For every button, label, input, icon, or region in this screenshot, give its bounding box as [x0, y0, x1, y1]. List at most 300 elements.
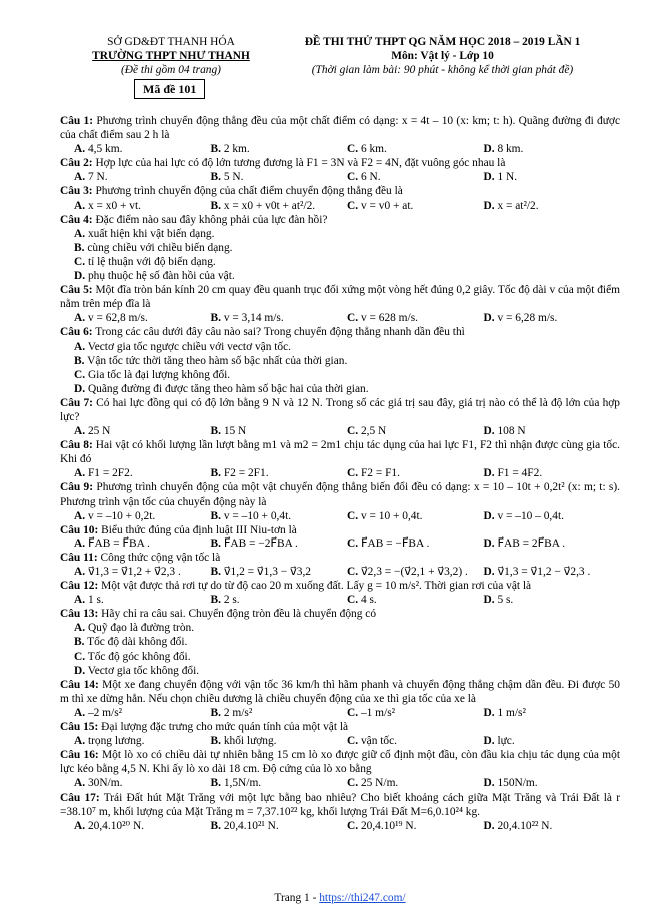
- option-text: Tốc độ góc không đổi.: [87, 650, 191, 663]
- option-text: 1 N.: [497, 171, 518, 184]
- answer-option[interactable]: [347, 819, 484, 833]
- question-number: Câu 9:: [60, 481, 94, 494]
- answer-option[interactable]: [74, 537, 211, 551]
- option-text: 1 m/s²: [497, 706, 526, 719]
- option-letter: A.: [74, 566, 86, 578]
- question-text: Công thức cộng vận tốc là: [100, 551, 221, 564]
- option-text: khối lượng.: [223, 735, 277, 748]
- answer-option[interactable]: [211, 776, 348, 790]
- question-3: [60, 184, 620, 212]
- option-text: Tốc độ dài không đổi.: [87, 636, 188, 649]
- question-stem: [60, 114, 620, 142]
- option-letter: D.: [483, 735, 495, 748]
- option-letter: B.: [210, 566, 221, 578]
- answer-options: [60, 199, 620, 213]
- option-text: 6 N.: [360, 171, 381, 184]
- answer-option[interactable]: [211, 170, 348, 184]
- answer-option[interactable]: [74, 593, 211, 607]
- option-text: 20,4.10²² N.: [497, 819, 553, 832]
- option-letter: A.: [74, 340, 86, 353]
- option-letter: D.: [483, 537, 495, 550]
- option-letter: C.: [347, 425, 359, 438]
- question-number: Câu 12:: [60, 580, 99, 593]
- answer-option[interactable]: [347, 593, 484, 607]
- option-letter: B.: [210, 594, 221, 607]
- time-note: (Thời gian làm bài: 90 phút - không kể thời gian phát đề): [311, 64, 574, 76]
- question-13: [60, 607, 620, 677]
- option-text: tỉ lệ thuận với độ biến dạng.: [87, 255, 216, 268]
- question-15: [60, 720, 620, 748]
- option-letter: A.: [74, 819, 86, 832]
- answer-option[interactable]: [74, 819, 211, 833]
- option-text: Vectơ gia tốc ngược chiều với vectơ vận tốc.: [87, 340, 292, 353]
- question-6: [60, 325, 620, 395]
- pages-note: (Đề thi gồm 04 trang): [121, 64, 221, 76]
- option-text: Quãng đường đi được tăng theo hàm số bậc hai của thời gian.: [87, 382, 369, 395]
- option-text: cùng chiều với chiều biến dạng.: [87, 241, 233, 254]
- answer-option[interactable]: [211, 509, 348, 523]
- question-list: [60, 114, 620, 833]
- option-text: x = x0 + vt.: [87, 199, 141, 212]
- answer-option[interactable]: [347, 199, 484, 213]
- answer-option[interactable]: [347, 565, 484, 579]
- answer-option[interactable]: [484, 565, 621, 579]
- question-stem: [60, 156, 620, 170]
- option-letter: D.: [483, 143, 495, 156]
- question-stem: [60, 579, 620, 593]
- answer-option[interactable]: [74, 664, 354, 678]
- answer-option[interactable]: [74, 635, 354, 649]
- question-stem: [60, 720, 620, 734]
- option-text: 25 N: [87, 425, 111, 438]
- option-letter: C.: [347, 509, 359, 522]
- answer-option[interactable]: [484, 466, 621, 480]
- answer-options: [60, 819, 620, 833]
- answer-options: [60, 466, 620, 480]
- answer-option[interactable]: [347, 734, 484, 748]
- option-letter: D.: [74, 664, 86, 677]
- answer-option[interactable]: [74, 368, 620, 382]
- option-letter: B.: [74, 636, 85, 649]
- answer-option[interactable]: [74, 466, 211, 480]
- option-text: 15 N: [223, 425, 247, 438]
- question-text: Phương trình chuyển động của chất điểm chuyển động thẳng đều là: [95, 185, 403, 198]
- question-text: Một xe đang chuyển động với vận tốc 36 km/h thì hãm phanh và chuyển động thẳng chậm dần đều. Đi được 50 m thì xe dừng hẳn. Nếu chọn chiều dương là chiều chuyển động của xe thì gia tốc của xe là: [60, 678, 620, 705]
- option-text: v = 628 m/s.: [360, 312, 418, 325]
- option-text: x = at²/2.: [497, 199, 539, 212]
- option-text: 2 s.: [223, 594, 240, 607]
- option-text: 20,4.10²⁰ N.: [87, 819, 145, 832]
- question-stem: [60, 551, 620, 565]
- answer-option[interactable]: [74, 269, 354, 283]
- option-letter: C.: [347, 819, 359, 832]
- question-text: Một lò xo có chiều dài tự nhiên bằng 15 cm lò xo được giữ cố định một đầu, còn đầu kia chịu tác dụng của một lực kéo bằng 4,5 N. Khi ấy lò xo dài 18 cm. Độ cứng của lò xo bằng: [60, 749, 620, 776]
- option-text: F⃗AB = −F⃗BA .: [360, 537, 430, 550]
- question-7: [60, 396, 620, 438]
- answer-option[interactable]: [211, 706, 348, 720]
- exam-header: [60, 35, 620, 105]
- answer-option[interactable]: [211, 199, 348, 213]
- answer-options: [60, 340, 620, 396]
- question-10: [60, 523, 620, 551]
- answer-options: [60, 170, 620, 184]
- answer-option[interactable]: [211, 734, 348, 748]
- question-11: [60, 551, 620, 579]
- option-text: 5 s.: [497, 594, 514, 607]
- answer-option[interactable]: [484, 509, 621, 523]
- answer-option[interactable]: [74, 170, 211, 184]
- answer-option[interactable]: [74, 227, 354, 241]
- option-letter: A.: [74, 594, 86, 607]
- answer-options: [60, 424, 620, 438]
- question-text: Đại lượng đặc trưng cho mức quán tính của một vật là: [101, 721, 349, 734]
- option-text: trọng lương.: [87, 735, 145, 748]
- question-number: Câu 16:: [60, 749, 99, 762]
- option-text: Vận tốc tức thời tăng theo hàm số bậc nhất của thời gian.: [87, 354, 348, 367]
- answer-option[interactable]: [211, 466, 348, 480]
- option-letter: C.: [347, 143, 359, 156]
- option-letter: A.: [74, 735, 86, 748]
- option-text: v = –10 + 0,4t.: [223, 509, 292, 522]
- answer-option[interactable]: [347, 142, 484, 156]
- option-text: xuất hiện khi vật biến dạng.: [87, 227, 215, 240]
- answer-option[interactable]: [74, 241, 354, 255]
- option-letter: A.: [74, 143, 86, 156]
- answer-option[interactable]: [347, 170, 484, 184]
- answer-option[interactable]: [347, 509, 484, 523]
- question-5: [60, 283, 620, 325]
- answer-option[interactable]: [211, 537, 348, 551]
- option-text: v⃗1,3 = v⃗1,2 + v⃗2,3 .: [87, 566, 181, 578]
- question-1: [60, 114, 620, 156]
- question-14: [60, 678, 620, 720]
- answer-option[interactable]: [211, 424, 348, 438]
- question-number: Câu 14:: [60, 678, 99, 691]
- question-stem: [60, 748, 620, 776]
- option-letter: B.: [210, 735, 221, 748]
- option-letter: A.: [74, 706, 86, 719]
- answer-option[interactable]: [211, 311, 348, 325]
- option-letter: D.: [483, 777, 495, 790]
- option-letter: A.: [74, 227, 86, 240]
- question-number: Câu 4:: [60, 213, 93, 226]
- option-text: phụ thuộc hệ số đàn hồi của vật.: [87, 270, 235, 283]
- option-letter: C.: [347, 467, 359, 480]
- option-letter: D.: [483, 425, 495, 438]
- option-text: v = 62,8 m/s.: [87, 312, 148, 325]
- answer-option[interactable]: [74, 382, 620, 396]
- option-letter: C.: [347, 594, 359, 607]
- answer-option[interactable]: [74, 199, 211, 213]
- answer-option[interactable]: [347, 311, 484, 325]
- answer-option[interactable]: [484, 819, 621, 833]
- answer-option[interactable]: [484, 170, 621, 184]
- question-number: Câu 3:: [60, 185, 93, 198]
- option-text: lực.: [497, 735, 515, 748]
- option-letter: C.: [74, 650, 86, 663]
- option-letter: B.: [210, 171, 221, 184]
- option-letter: C.: [74, 255, 86, 268]
- school-name: TRƯỜNG THPT NHƯ THANH: [92, 50, 250, 62]
- question-stem: [60, 213, 620, 227]
- option-text: v⃗1,3 = v⃗1,2 − v⃗2,3 .: [497, 566, 591, 578]
- option-text: vận tốc.: [360, 735, 397, 748]
- option-text: 6 km.: [360, 143, 387, 156]
- answer-options: [60, 142, 620, 156]
- answer-option[interactable]: [347, 537, 484, 551]
- option-letter: B.: [210, 312, 221, 325]
- question-number: Câu 15:: [60, 721, 99, 734]
- answer-option[interactable]: [484, 593, 621, 607]
- option-text: v = 6,28 m/s.: [497, 312, 558, 325]
- question-stem: [60, 396, 620, 424]
- option-letter: D.: [483, 706, 495, 719]
- question-stem: [60, 438, 620, 466]
- question-number: Câu 17:: [60, 791, 100, 804]
- source-link[interactable]: https://thi247.com/: [319, 892, 406, 904]
- option-letter: B.: [210, 143, 221, 156]
- option-letter: C.: [347, 171, 359, 184]
- department-name: SỞ GD&ĐT THANH HÓA: [107, 36, 235, 48]
- answer-options: [60, 621, 620, 677]
- answer-option[interactable]: [74, 340, 620, 354]
- option-letter: B.: [210, 199, 221, 212]
- option-text: 5 N.: [223, 171, 244, 184]
- option-text: 2 km.: [223, 143, 250, 156]
- option-text: Gia tốc là đại lượng không đổi.: [87, 368, 231, 381]
- answer-option[interactable]: [484, 311, 621, 325]
- question-text: Hai vật có khối lượng lần lượt bằng m1 và m2 = 2m1 chịu tác dụng của hai lực F1, F2 thì nhận được cùng gia tốc. Khi đó: [60, 439, 620, 466]
- option-text: Vectơ gia tốc không đổi.: [87, 664, 200, 677]
- answer-option[interactable]: [74, 776, 211, 790]
- option-text: v = –10 – 0,4t.: [497, 509, 564, 522]
- option-letter: D.: [483, 509, 495, 522]
- answer-option[interactable]: [74, 734, 211, 748]
- option-letter: C.: [347, 735, 359, 748]
- option-letter: B.: [74, 354, 85, 367]
- question-number: Câu 6:: [60, 326, 93, 339]
- question-text: Hãy chỉ ra câu sai. Chuyển động tròn đều là chuyển động có: [101, 608, 377, 621]
- option-letter: A.: [74, 537, 86, 550]
- option-letter: A.: [74, 312, 86, 325]
- option-text: F⃗AB = −2F⃗BA .: [223, 537, 298, 550]
- option-text: 150N/m.: [497, 777, 538, 790]
- option-letter: A.: [74, 509, 86, 522]
- header-left: [66, 35, 276, 77]
- option-letter: A.: [74, 777, 86, 790]
- question-number: Câu 5:: [60, 284, 93, 297]
- answer-option[interactable]: [74, 650, 354, 664]
- option-text: 108 N: [497, 425, 526, 438]
- answer-options: [60, 706, 620, 720]
- answer-option[interactable]: [211, 593, 348, 607]
- question-text: Một đĩa tròn bán kính 20 cm quay đều quanh trục đối xứng một vòng hết đúng 0,2 giây. Tốc độ dài v của một điểm nằm trên mép đĩa là: [60, 284, 620, 311]
- answer-option[interactable]: [484, 537, 621, 551]
- option-letter: D.: [483, 171, 495, 184]
- option-text: –2 m/s²: [87, 706, 123, 719]
- answer-option[interactable]: [74, 354, 620, 368]
- option-letter: B.: [210, 819, 221, 832]
- question-stem: [60, 523, 620, 537]
- option-text: 4,5 km.: [87, 143, 123, 156]
- option-text: 4 s.: [360, 594, 377, 607]
- option-text: v⃗1,2 = v⃗1,3 − v⃗3,2: [223, 566, 311, 578]
- answer-option[interactable]: [211, 819, 348, 833]
- option-text: 7 N.: [87, 171, 108, 184]
- question-text: Phương trình chuyển động của một vật chuyển động thẳng biến đổi đều có dạng: x = 10 – 10t + 0,2t² (x: m; t: s). Phương trình vận tốc của chuyển động này là: [60, 481, 620, 508]
- option-letter: B.: [74, 241, 85, 254]
- option-letter: C.: [347, 566, 359, 578]
- answer-options: [60, 509, 620, 523]
- question-number: Câu 11:: [60, 551, 98, 564]
- question-stem: [60, 184, 620, 198]
- answer-option[interactable]: [74, 706, 211, 720]
- question-number: Câu 2:: [60, 157, 93, 170]
- option-text: 30N/m.: [87, 777, 123, 790]
- question-stem: [60, 791, 620, 819]
- question-text: Biểu thức đúng của định luật III Niu-tơn là: [101, 523, 297, 536]
- option-text: 1 s.: [87, 594, 104, 607]
- question-stem: [60, 325, 620, 339]
- page-number: Trang 1 -: [274, 892, 320, 904]
- option-text: x = x0 + v0t + at²/2.: [223, 199, 316, 212]
- answer-option[interactable]: [211, 565, 348, 579]
- answer-options: [60, 776, 620, 790]
- answer-option[interactable]: [347, 424, 484, 438]
- answer-option[interactable]: [74, 424, 211, 438]
- answer-option[interactable]: [484, 706, 621, 720]
- question-8: [60, 438, 620, 480]
- option-letter: C.: [347, 537, 359, 550]
- question-stem: [60, 607, 620, 621]
- option-text: v = v0 + at.: [360, 199, 414, 212]
- option-text: F1 = 2F2.: [87, 467, 133, 480]
- answer-options: [60, 734, 620, 748]
- answer-option[interactable]: [347, 706, 484, 720]
- answer-option[interactable]: [74, 621, 354, 635]
- question-9: [60, 480, 620, 522]
- exam-title: ĐỀ THI THỬ THPT QG NĂM HỌC 2018 – 2019 LẦN 1: [304, 36, 581, 48]
- answer-options: [60, 227, 620, 283]
- option-letter: A.: [74, 622, 86, 635]
- option-text: 2,5 N: [360, 425, 387, 438]
- option-text: 2 m/s²: [223, 706, 253, 719]
- option-letter: B.: [210, 467, 221, 480]
- question-number: Câu 1:: [60, 115, 94, 127]
- answer-options: [60, 565, 620, 579]
- question-text: Có hai lực đồng qui có độ lớn bằng 9 N và 12 N. Trong số các giá trị sau đây, giá trị nào có thể là độ lớn của hợp lực?: [60, 396, 620, 423]
- question-stem: [60, 678, 620, 706]
- question-text: Đặc điểm nào sau đây không phải của lực đàn hồi?: [95, 213, 328, 226]
- option-letter: D.: [483, 566, 495, 578]
- answer-option[interactable]: [484, 142, 621, 156]
- option-text: 1,5N/m.: [223, 777, 262, 790]
- option-text: 25 N/m.: [360, 777, 399, 790]
- answer-option[interactable]: [211, 142, 348, 156]
- option-letter: D.: [483, 819, 495, 832]
- answer-option[interactable]: [484, 776, 621, 790]
- header-right: [265, 35, 620, 77]
- option-text: 20,4.10¹⁹ N.: [360, 819, 417, 832]
- option-letter: B.: [210, 509, 221, 522]
- question-number: Câu 10:: [60, 523, 99, 536]
- option-text: Quỹ đạo là đường tròn.: [87, 622, 195, 635]
- exam-page: [60, 0, 620, 917]
- question-stem: [60, 480, 620, 508]
- option-text: 20,4.10²¹ N.: [223, 819, 279, 832]
- option-text: F⃗AB = 2F⃗BA .: [497, 537, 566, 550]
- answer-option[interactable]: [74, 255, 354, 269]
- question-12: [60, 579, 620, 607]
- option-letter: D.: [483, 312, 495, 325]
- option-text: v⃗2,3 = −(v⃗2,1 + v⃗3,2) .: [360, 566, 468, 578]
- question-16: [60, 748, 620, 790]
- answer-option[interactable]: [484, 734, 621, 748]
- option-letter: D.: [483, 594, 495, 607]
- option-text: 8 km.: [497, 143, 524, 156]
- exam-code-box: Mã đề 101: [134, 79, 205, 99]
- option-letter: A.: [74, 425, 86, 438]
- option-letter: B.: [210, 425, 221, 438]
- option-letter: C.: [74, 368, 86, 381]
- question-stem: [60, 283, 620, 311]
- question-text: Trong các câu dưới đây câu nào sai? Trong chuyển động thẳng nhanh dần đều thì: [95, 326, 465, 339]
- option-letter: A.: [74, 467, 86, 480]
- question-2: [60, 156, 620, 184]
- question-text: Một vật được thả rơi tự do từ độ cao 20 m xuống đất. Lấy g = 10 m/s². Thời gian rơi của vật là: [101, 580, 532, 593]
- question-number: Câu 8:: [60, 439, 93, 452]
- option-letter: A.: [74, 171, 86, 184]
- option-letter: D.: [74, 270, 86, 283]
- option-letter: C.: [347, 312, 359, 325]
- answer-option[interactable]: [347, 466, 484, 480]
- answer-options: [60, 537, 620, 551]
- question-number: Câu 7:: [60, 396, 93, 409]
- question-text: Phương trình chuyển động thẳng đều của một chất điểm có dạng: x = 4t – 10 (x: km; t: h). Quãng đường đi được của chất điểm sau 2 h là: [60, 115, 621, 142]
- answer-option[interactable]: [74, 565, 211, 579]
- option-text: F2 = 2F1.: [223, 467, 269, 480]
- question-text: Hợp lực của hai lực có độ lớn tương đương là F1 = 3N và F2 = 4N, đặt vuông góc nhau là: [95, 157, 506, 170]
- question-17: [60, 791, 620, 833]
- answer-options: [60, 311, 620, 325]
- option-letter: B.: [210, 537, 221, 550]
- option-text: v = 3,14 m/s.: [223, 312, 284, 325]
- option-letter: D.: [74, 382, 86, 395]
- answer-option[interactable]: [347, 776, 484, 790]
- option-text: F⃗AB = F⃗BA .: [87, 537, 150, 550]
- question-text: Trái Đất hút Mặt Trăng với một lực bằng bao nhiêu? Cho biết khoảng cách giữa Mặt Trăng và Trái Đất là r =38.10⁷ m, khối lượng của Mặt Trăng m = 7,37.10²² kg, khối lượng Trái Đất M=6,0.10²⁴ kg.: [60, 791, 620, 818]
- option-letter: C.: [347, 199, 359, 212]
- answer-option[interactable]: [74, 142, 211, 156]
- option-letter: D.: [483, 467, 495, 480]
- answer-options: [60, 593, 620, 607]
- question-number: Câu 13:: [60, 608, 99, 621]
- option-letter: C.: [347, 706, 359, 719]
- page-footer: [60, 891, 620, 905]
- answer-option[interactable]: [74, 509, 211, 523]
- option-text: v = –10 + 0,2t.: [87, 509, 156, 522]
- answer-option[interactable]: [74, 311, 211, 325]
- option-text: –1 m/s²: [360, 706, 396, 719]
- option-letter: B.: [210, 777, 221, 790]
- option-text: v = 10 + 0,4t.: [360, 509, 423, 522]
- subject-line: Môn: Vật lý - Lớp 10: [391, 50, 494, 62]
- option-letter: D.: [483, 199, 495, 212]
- option-text: F1 = 4F2.: [497, 467, 543, 480]
- answer-option[interactable]: [484, 424, 621, 438]
- option-letter: A.: [74, 199, 86, 212]
- answer-option[interactable]: [484, 199, 621, 213]
